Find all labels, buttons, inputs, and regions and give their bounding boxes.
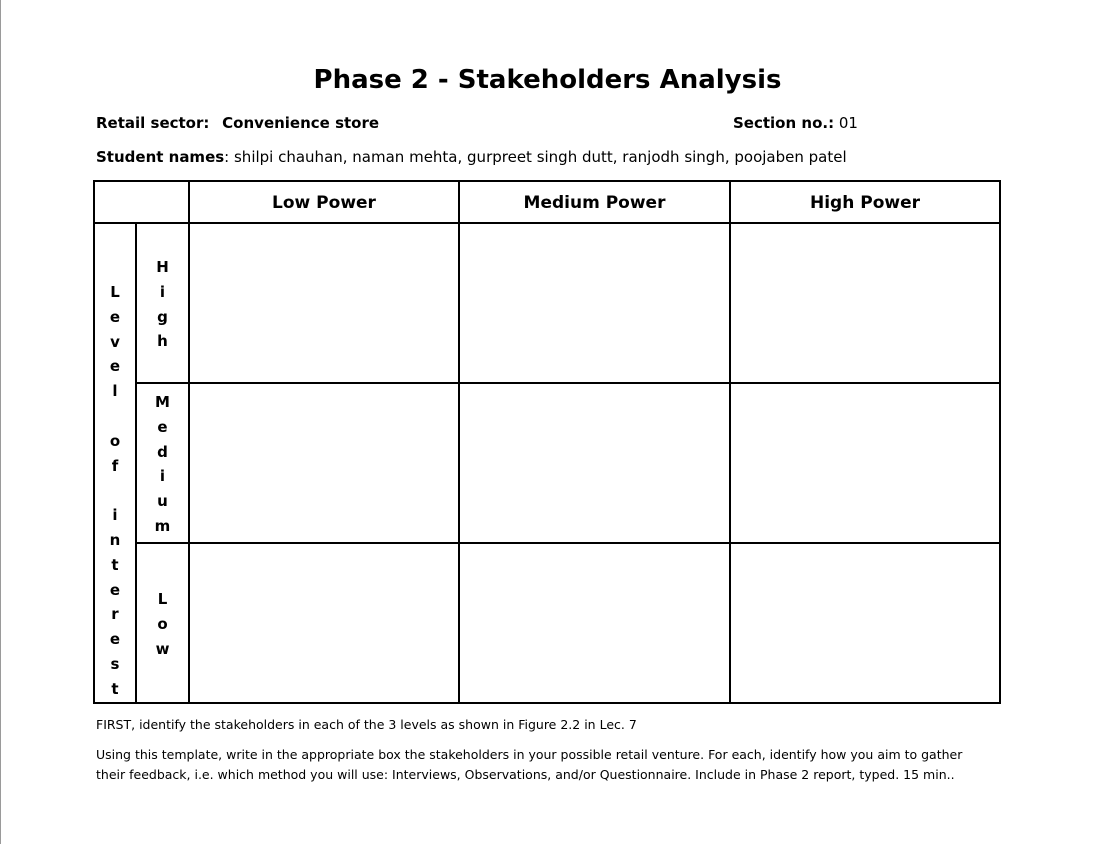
retail-sector-label: Retail sector: bbox=[96, 114, 210, 132]
retail-sector-value: Convenience store bbox=[222, 114, 380, 132]
row-label-high bbox=[137, 255, 188, 354]
grid-line-right bbox=[999, 180, 1001, 704]
row-axis-letter: f bbox=[111, 456, 119, 475]
row-label-letter: L bbox=[157, 590, 168, 608]
row-label-letter: i bbox=[159, 282, 166, 301]
row-axis-letter: e bbox=[109, 630, 121, 649]
cell-medium-interest-medium-power[interactable] bbox=[460, 384, 729, 542]
page-edge bbox=[0, 0, 1, 844]
instruction-first: FIRST, identify the stakeholders in each of the 3 levels as shown in Figure 2.2 in Lec. 7 bbox=[96, 717, 637, 732]
row-label-medium bbox=[137, 390, 188, 539]
cell-high-interest-medium-power[interactable] bbox=[460, 224, 729, 382]
row-label-letter: d bbox=[157, 442, 168, 461]
row-axis-letter: n bbox=[109, 530, 121, 549]
row-axis-letter: t bbox=[111, 555, 119, 574]
cell-low-interest-low-power[interactable] bbox=[190, 544, 458, 702]
cell-high-interest-low-power[interactable] bbox=[190, 224, 458, 382]
row-axis-letter: l bbox=[112, 382, 118, 401]
row-axis-letter: e bbox=[109, 357, 121, 376]
row-axis-letter: L bbox=[110, 283, 120, 301]
section-label: Section no.: bbox=[733, 114, 835, 132]
row-label-letter: o bbox=[157, 614, 168, 633]
row-label-letter: i bbox=[159, 467, 166, 486]
cell-medium-interest-high-power[interactable] bbox=[731, 384, 999, 542]
retail-sector-line bbox=[96, 113, 379, 133]
stakeholder-grid bbox=[93, 180, 1001, 704]
column-header-high-power: High Power bbox=[809, 192, 920, 213]
row-label-letter: w bbox=[155, 639, 170, 658]
row-axis-letter: e bbox=[109, 580, 121, 599]
student-names-label: Student names bbox=[96, 148, 225, 166]
student-names-line bbox=[96, 147, 847, 167]
row-label-letter: M bbox=[155, 393, 170, 411]
cell-low-interest-high-power[interactable] bbox=[731, 544, 999, 702]
student-names-value: : shilpi chauhan, naman mehta, gurpreet singh dutt, ranjodh singh, poojaben patel bbox=[224, 148, 847, 166]
cell-medium-interest-low-power[interactable] bbox=[190, 384, 458, 542]
row-axis-letter: o bbox=[109, 431, 121, 450]
row-axis-letter: t bbox=[111, 679, 119, 698]
row-axis-letter: v bbox=[110, 332, 120, 351]
row-axis-letter: e bbox=[109, 307, 121, 326]
row-label-letter: H bbox=[156, 258, 169, 276]
cell-high-interest-high-power[interactable] bbox=[731, 224, 999, 382]
section-value: 01 bbox=[838, 114, 858, 132]
section-line bbox=[733, 113, 858, 133]
row-axis-label bbox=[95, 280, 135, 702]
row-label-letter: h bbox=[157, 332, 168, 351]
page-title: Phase 2 - Stakeholders Analysis bbox=[313, 65, 782, 95]
row-label-letter: m bbox=[154, 516, 171, 535]
row-axis-letter: s bbox=[110, 654, 120, 673]
instruction-template: Using this template, write in the appropriate box the stakeholders in your possible retail venture. For each, identify how you aim to gather their feedback, i.e. which method you will use: Interviews, Observations, and/or Questionnaire. Include in Phase 2 report, typed. 15 min.. bbox=[96, 747, 963, 782]
row-axis-letter: i bbox=[112, 506, 118, 525]
row-axis-letter: r bbox=[111, 605, 119, 624]
row-label-low bbox=[137, 587, 188, 661]
column-header-medium-power: Medium Power bbox=[523, 192, 666, 213]
cell-low-interest-medium-power[interactable] bbox=[460, 544, 729, 702]
row-label-letter: u bbox=[157, 492, 168, 511]
row-label-letter: e bbox=[157, 417, 168, 436]
column-header-low-power: Low Power bbox=[272, 192, 376, 213]
grid-line-bottom bbox=[93, 702, 1001, 704]
row-label-letter: g bbox=[157, 307, 168, 326]
